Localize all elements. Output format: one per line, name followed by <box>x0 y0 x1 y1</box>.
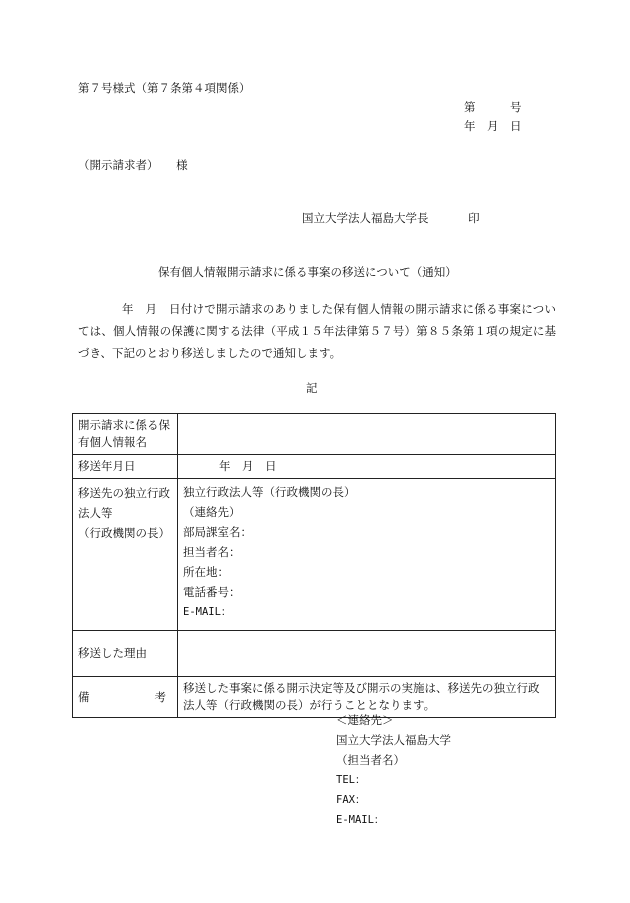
destination-line: 独立行政法人等（行政機関の長） <box>183 485 356 499</box>
ki-heading: 記 <box>306 381 318 395</box>
transfer-reason-label: 移送した理由 <box>73 631 178 677</box>
table-row <box>73 479 556 631</box>
contact-line: TEL： <box>336 774 366 786</box>
destination-line: （連絡先） <box>183 505 241 519</box>
contact-line: E-MAIL： <box>336 814 385 826</box>
info-name-value <box>178 414 556 455</box>
transfer-destination-label <box>73 479 178 631</box>
contact-line: （担当者名） <box>336 753 405 767</box>
destination-line: E-MAIL： <box>183 606 232 618</box>
table-row <box>73 631 556 677</box>
honorific: 様 <box>176 158 188 172</box>
transfer-reason-value <box>178 631 556 677</box>
transfer-date-label: 移送年月日 <box>73 455 178 479</box>
table-row <box>73 414 556 455</box>
info-name-label: 開示請求に係る保有個人情報名 <box>73 414 178 455</box>
destination-line: 電話番号： <box>183 585 241 599</box>
remarks-value: 移送した事案に係る開示決定等及び開示の実施は、移送先の独立行政法人等（行政機関の長）が行うこととなります。 <box>178 677 556 718</box>
contact-block <box>336 710 451 830</box>
destination-line: 担当者名： <box>183 545 241 559</box>
destination-line: 部局課室名： <box>183 525 252 539</box>
destination-line: 所在地： <box>183 565 229 579</box>
remarks-label-left: 備 <box>78 689 90 704</box>
table-row <box>73 455 556 479</box>
document-number: 第 号 <box>464 100 522 114</box>
transfer-destination-value <box>178 479 556 631</box>
table-row <box>73 677 556 718</box>
addressee <box>78 157 188 173</box>
destination-label-main: 移送先の独立行政法人等 <box>78 486 170 520</box>
contact-line: FAX： <box>336 794 366 806</box>
document-date: 年 月 日 <box>464 119 522 133</box>
form-id: 第７号様式（第７条第４項関係） <box>78 81 251 95</box>
remarks-label-right: 考 <box>154 689 166 704</box>
seal-mark: 印 <box>468 211 480 225</box>
sender-name: 国立大学法人福島大学長 <box>302 211 429 225</box>
sender <box>302 210 480 226</box>
remarks-label <box>73 677 178 718</box>
transfer-date-value: 年 月 日 <box>178 455 556 479</box>
contact-line: 国立大学法人福島大学 <box>336 733 451 747</box>
destination-label-sub: （行政機関の長） <box>78 526 170 540</box>
notice-body: 年 月 日付けで開示請求のありました保有個人情報の開示請求に係る事案については、個人情報の保護に関する法律（平成１５年法律第５７号）第８５条第１項の規定に基づき、下記のとおり移送しましたので通知します。 <box>78 302 556 360</box>
requester-label: （開示請求者） <box>78 158 159 172</box>
contact-heading: ＜連絡先＞ <box>336 713 394 727</box>
transfer-details-table <box>72 413 556 718</box>
notice-title: 保有個人情報開示請求に係る事案の移送について（通知） <box>158 265 457 279</box>
